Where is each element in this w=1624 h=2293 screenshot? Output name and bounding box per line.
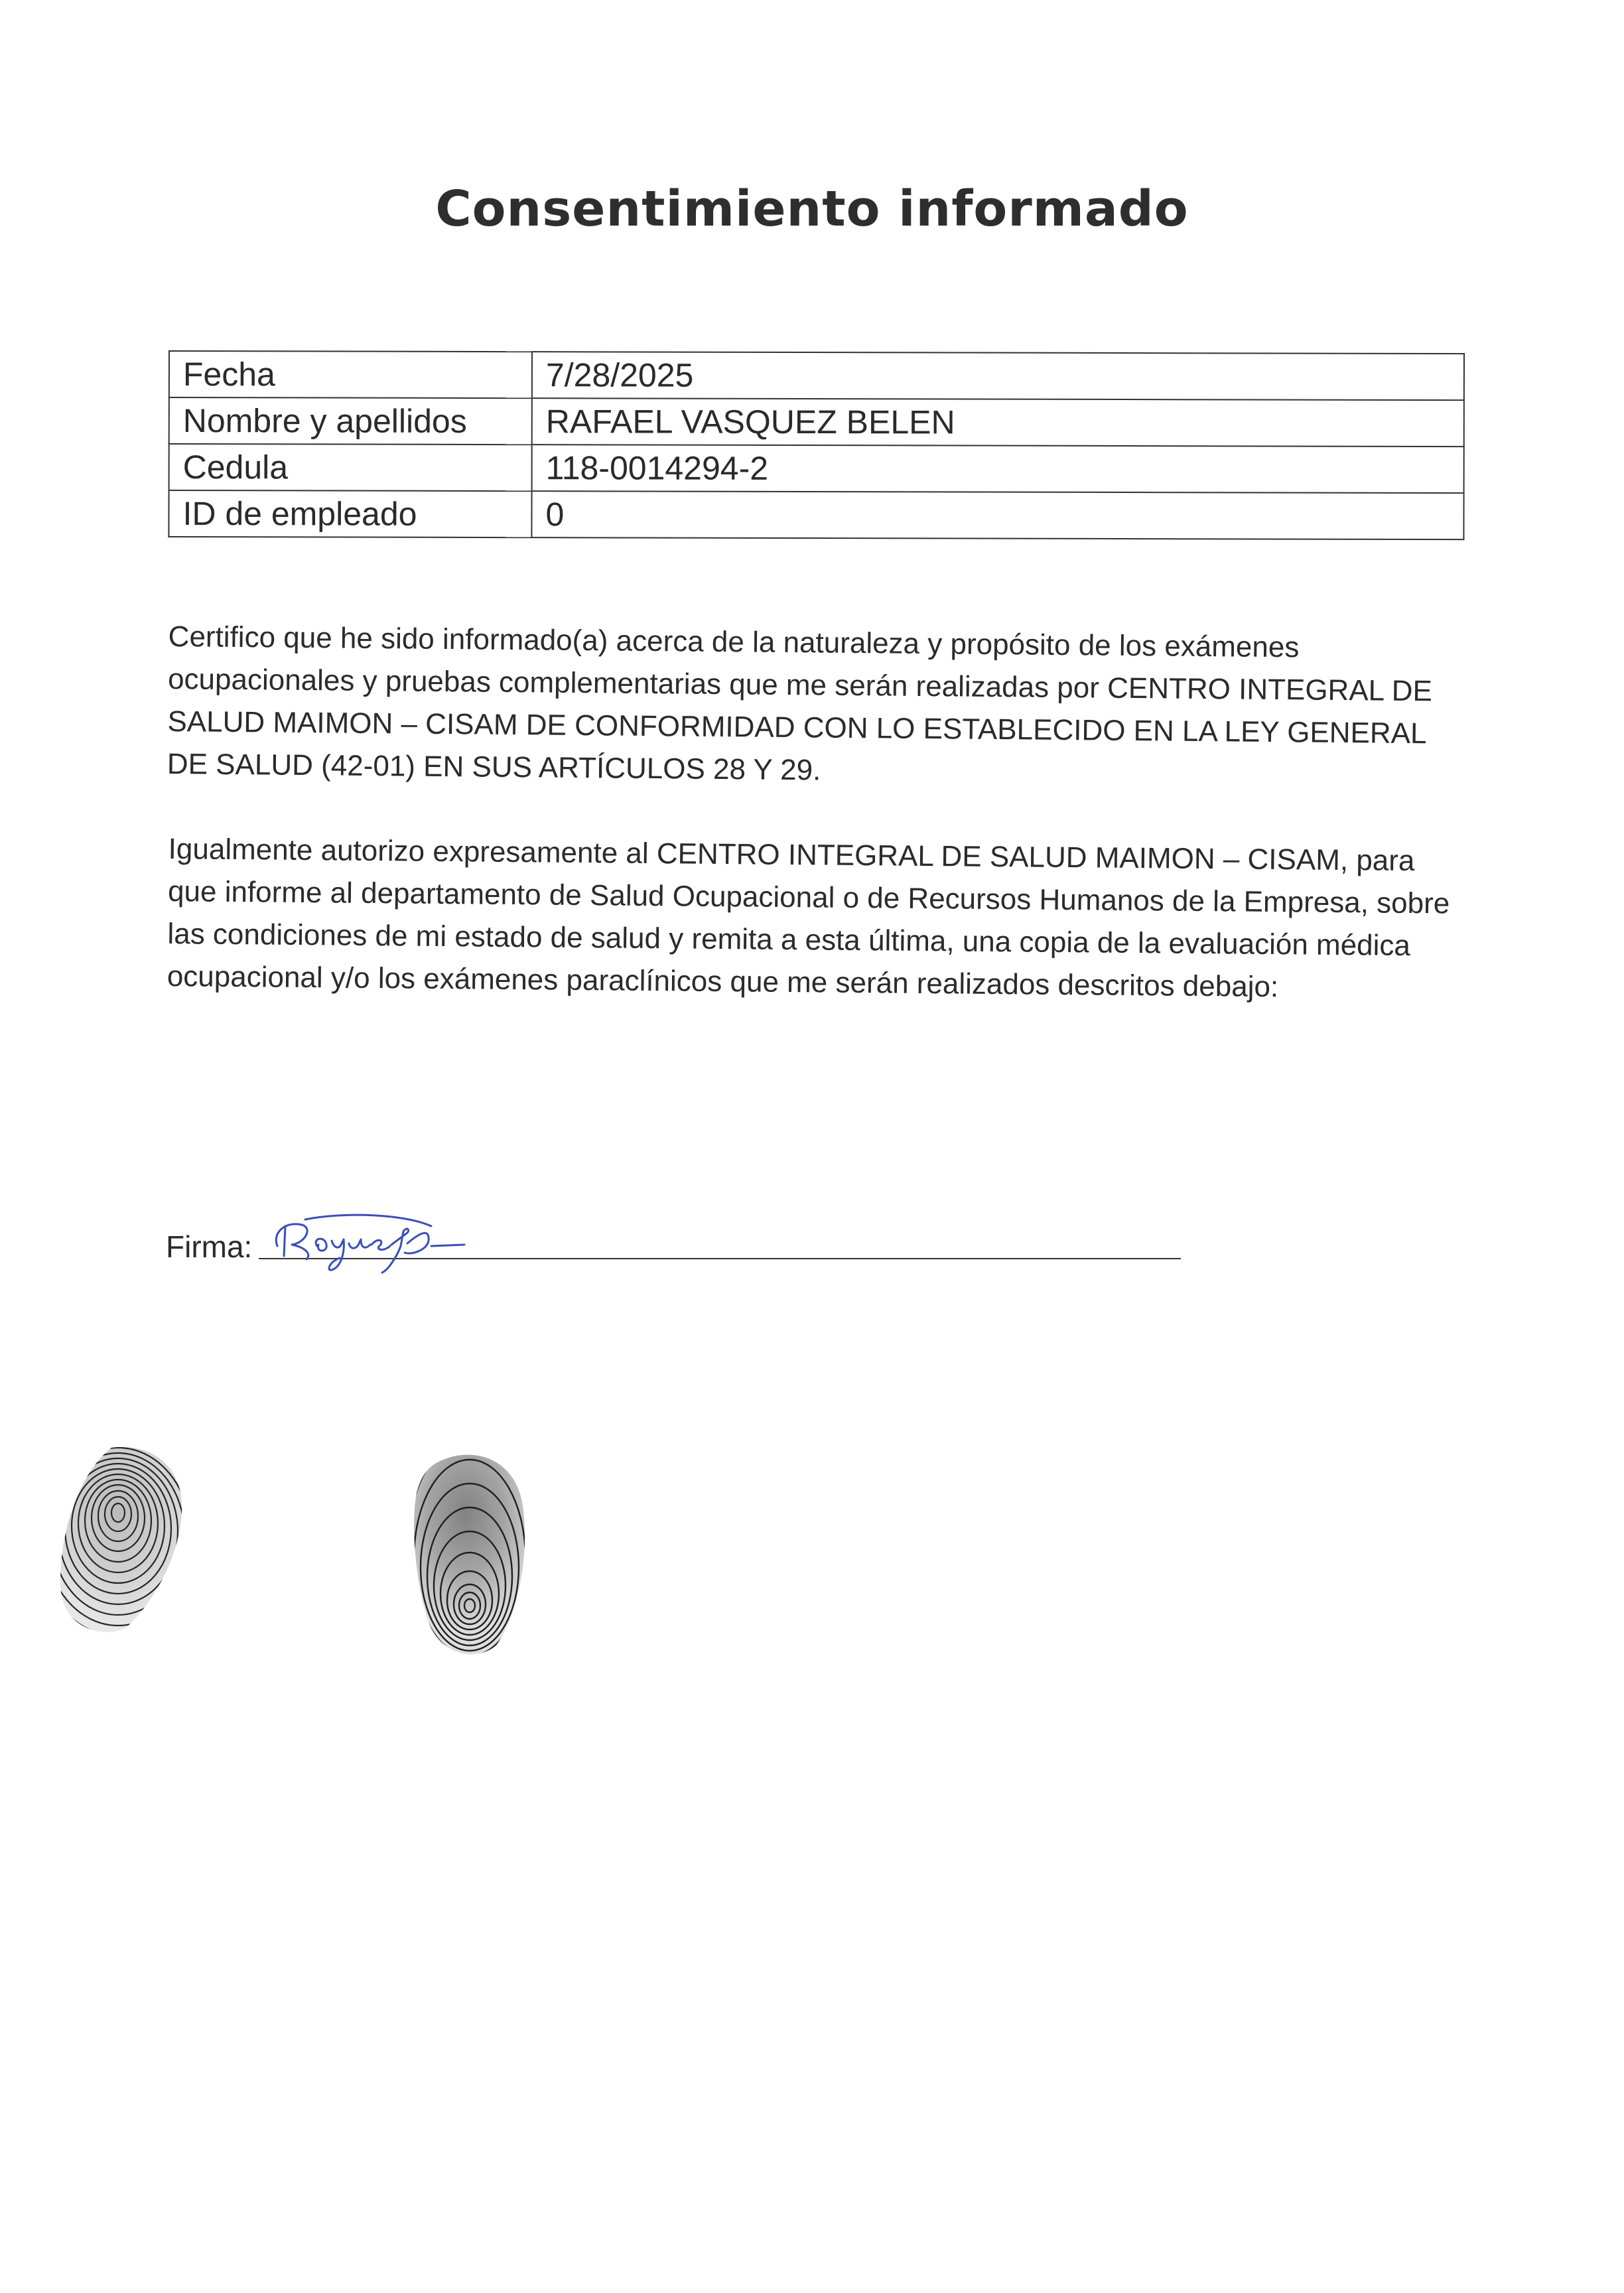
- fingerprint-right: [403, 1446, 543, 1659]
- field-label-id-empleado: ID de empleado: [169, 490, 531, 537]
- table-row: [169, 490, 1463, 539]
- table-row: [169, 397, 1464, 447]
- table-row: [169, 444, 1464, 493]
- document-title: Consentimiento informado: [435, 180, 1189, 238]
- field-label-nombre: Nombre y apellidos: [169, 397, 532, 445]
- table-row: [169, 351, 1464, 400]
- fingerprint-left: [52, 1440, 198, 1639]
- field-label-cedula: Cedula: [169, 444, 532, 491]
- info-table: [168, 350, 1465, 540]
- field-value-id-empleado: 0: [531, 491, 1463, 539]
- field-value-cedula: 118-0014294-2: [532, 445, 1464, 493]
- signature-row: [166, 1213, 1187, 1279]
- certification-paragraph: Certifico que he sido informado(a) acerca de la naturaleza y propósito de los exámenes ocupacionales y pruebas complementarias que me serán realizadas por CENTRO INTEGRAL DE SALUD MAIMON – CISAM DE CONFORMIDAD CON LO ESTABLECIDO EN LA LEY GENERAL DE SALUD (42-01) EN SUS ARTÍCULOS 28 Y 29.: [167, 620, 1433, 787]
- field-value-nombre: RAFAEL VASQUEZ BELEN: [532, 398, 1464, 447]
- authorization-paragraph: Igualmente autorizo expresamente al CENTRO INTEGRAL DE SALUD MAIMON – CISAM, para que informe al departamento de Salud Ocupacional o de Recursos Humanos de la Empresa, sobre las condiciones de mi estado de salud y remita a esta última, una copia de la evaluación médica ocupacional y/o los exámenes paraclínicos que me serán realizados descritos debajo:: [167, 832, 1450, 1004]
- field-value-fecha: 7/28/2025: [532, 352, 1464, 400]
- signature-label: Firma:: [166, 1229, 253, 1264]
- field-label-fecha: Fecha: [169, 351, 532, 398]
- handwritten-signature: [265, 1206, 517, 1279]
